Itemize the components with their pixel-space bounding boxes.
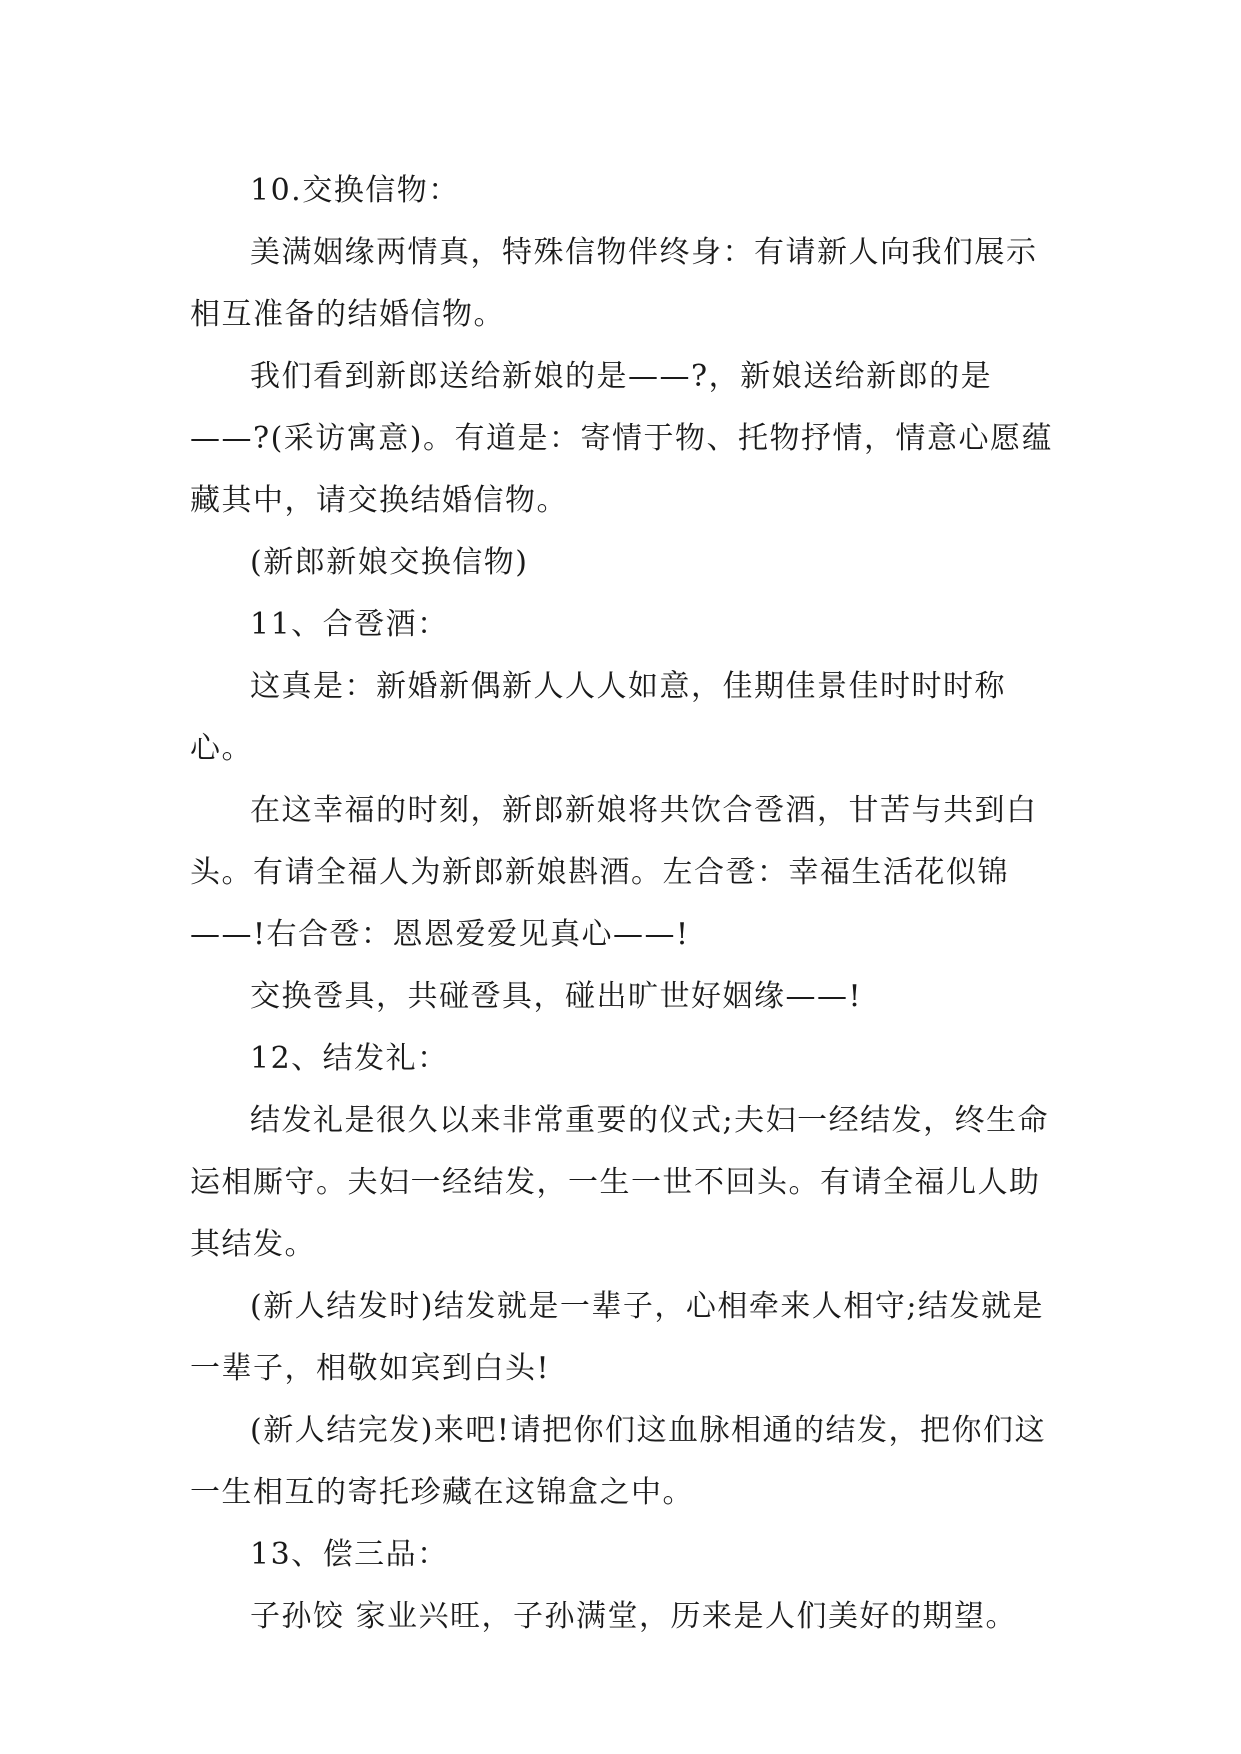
paragraph: 交换卺具，共碰卺具，碰出旷世好姻缘——!	[250, 979, 863, 1014]
paragraph: 在这幸福的时刻，新郎新娘将共饮合卺酒，甘苦与共到白头。有请全福人为新郎新娘斟酒。左合卺：幸福生活花似锦——!右合卺：恩恩爱爱见真心——!	[190, 793, 1038, 952]
section-heading-10: 10.交换信物：	[250, 173, 460, 208]
paragraph: 结发礼是很久以来非常重要的仪式;夫妇一经结发，终生命运相厮守。夫妇一经结发，一生一世不回头。有请全福儿人助其结发。	[190, 1103, 1050, 1262]
paragraph: (新人结发时)结发就是一辈子，心相牵来人相守;结发就是一辈子，相敬如宾到白头!	[190, 1289, 1045, 1386]
paragraph: (新人结完发)来吧!请把你们这血脉相通的结发，把你们这一生相互的寄托珍藏在这锦盒之中。	[190, 1413, 1046, 1510]
paragraph: 我们看到新郎送给新娘的是——?，新娘送给新郎的是——?(采访寓意)。有道是：寄情于物、托物抒情，情意心愿蕴藏其中，请交换结婚信物。	[190, 359, 1053, 518]
section-heading-11: 11、合卺酒：	[250, 607, 449, 642]
document-body	[190, 160, 1060, 1648]
section-heading-13: 13、偿三品：	[250, 1537, 449, 1572]
paragraph: 这真是：新婚新偶新人人人如意，佳期佳景佳时时时称心。	[190, 669, 1006, 766]
stage-direction: (新郎新娘交换信物)	[250, 545, 529, 580]
paragraph: 美满姻缘两情真，特殊信物伴终身：有请新人向我们展示相互准备的结婚信物。	[190, 235, 1038, 332]
section-heading-12: 12、结发礼：	[250, 1041, 449, 1076]
paragraph: 子孙饺 家业兴旺，子孙满堂，历来是人们美好的期望。	[250, 1599, 1018, 1634]
